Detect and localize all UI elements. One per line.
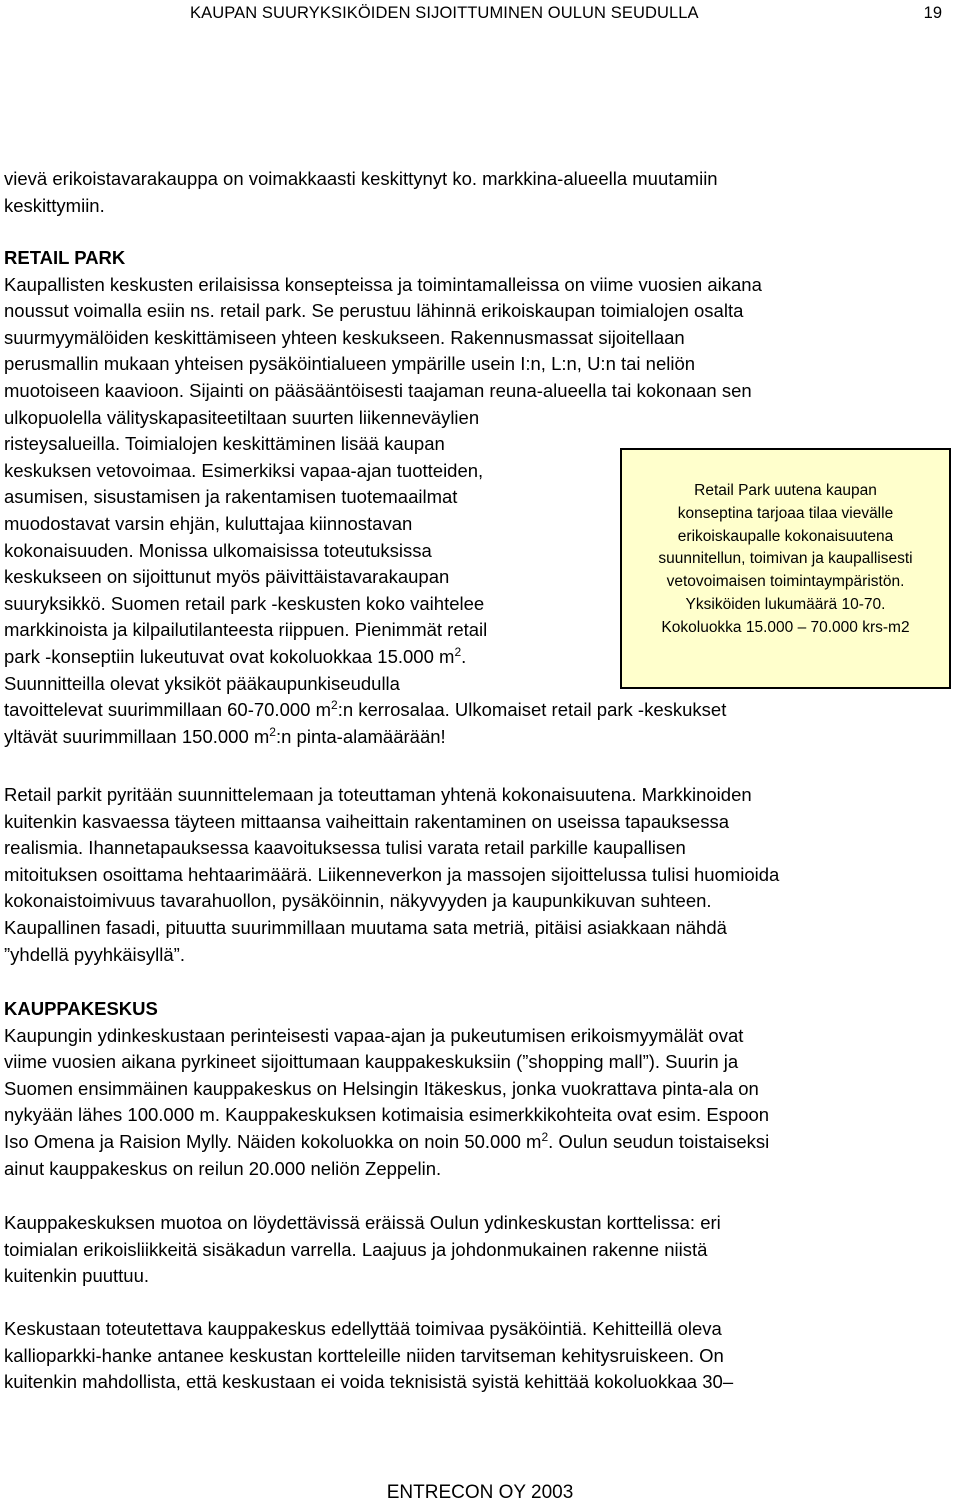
callout-line: Retail Park uutena kaupan (694, 482, 877, 499)
keskusta-parking-paragraph (4, 1316, 954, 1396)
text-line: Suunnitteilla olevat yksiköt pääkaupunkiseudulla (4, 672, 400, 694)
text-line: keskuksen vetovoimaa. Esimerkiksi vapaa-ajan tuotteiden, (4, 459, 484, 481)
text-line: realismia. Ihannetapauksessa kaavoituksessa tulisi varata retail parkille kaupallisen (4, 837, 686, 859)
text-segment: Iso Omena ja Raision Mylly. Näiden kokoluokka on noin 50.000 m (4, 1130, 542, 1152)
text-segment: :n pinta-alamäärään! (275, 725, 446, 747)
intro-paragraph (4, 166, 944, 219)
callout-line: vetovoimaisen toimintaympäristön. (666, 573, 905, 591)
callout-line: suunnitellun, toimivan ja kaupallisesti (658, 550, 913, 568)
text-line: Keskustaan toteutettava kauppakeskus edellyttää toimivaa pysäköintiä. Kehitteillä oleva (4, 1318, 722, 1339)
text-line: kokonaistoimivuus tavarahuollon, pysäköinnin, näkyvyyden ja kaupunkikuvan suhteen. (4, 890, 712, 912)
text-line: kuitenkin puuttuu. (4, 1265, 150, 1287)
text-line: kuitenkin mahdollista, että keskustaan ei voida teknisistä syistä kehittää kokoluokkaa 30– (4, 1371, 734, 1393)
kauppakeskus-oulu-paragraph (4, 1210, 954, 1290)
superscript: 2 (454, 644, 462, 659)
page-number: 19 (923, 4, 942, 22)
text-line: muodostavat varsin ehjän, kuluttajaa kiinnostavan (4, 512, 413, 534)
text-line: ulkopuolella välityskapasiteetiltaan suurten liikenneväylien (4, 406, 480, 428)
text-line (4, 724, 954, 751)
text-line: toimialan erikoisliikkeitä sisäkadun varrella. Laajuus ja johdonmukainen rakenne niistä (4, 1238, 708, 1260)
callout-line: Kokoluokka 15.000 – 70.000 krs-m2 (661, 618, 910, 636)
text-segment: :n kerrosalaa. Ulkomaiset retail park -keskukset (337, 699, 727, 721)
text-line: kokonaisuuden. Monissa ulkomaisissa toteutuksissa (4, 539, 432, 561)
text-segment: park -konseptiin lukeutuvat ovat kokoluokkaa 15.000 m (4, 645, 455, 667)
text-line: suurmyymälöiden keskittämiseen yhteen keskukseen. Rakennusmassat sijoitellaan (4, 326, 685, 348)
retail-park-planning-paragraph (4, 782, 954, 968)
text-line: Suomen ensimmäinen kauppakeskus on Helsingin Itäkeskus, jonka vuokrattava pinta-ala on (4, 1077, 759, 1099)
kauppakeskus-section (4, 996, 954, 1182)
text-line: Kaupallisten keskusten erilaisissa konsepteissa ja toimintamalleissa on viime vuosien aikana (4, 273, 762, 295)
text-line (4, 697, 954, 724)
text-line: nykyään lähes 100.000 m. Kauppakeskuksen kotimaisia esimerkkikohteita ovat esim. Espoon (4, 1104, 770, 1126)
text-line: Kaupallinen fasadi, pituutta suurimmillaan muutama sata metriä, pitäisi asiakkaan nähdä (4, 916, 727, 938)
text-line: perusmallin mukaan yhteisen pysäköintialueen ympärille usein I:n, L:n, U:n tai neliön (4, 353, 696, 375)
text-line: vievä erikoistavarakauppa on voimakkaasti keskittynyt ko. markkina-alueella muutamiin (4, 168, 718, 189)
text-line: suuryksikkö. Suomen retail park -keskusten koko vaihtelee (4, 592, 485, 614)
section-heading-kauppakeskus: KAUPPAKESKUS (4, 998, 158, 1019)
retail-park-callout-box (620, 448, 951, 689)
superscript: 2 (331, 698, 338, 713)
text-line: kallioparkki-hanke antanee keskustan kortteleille niiden tarvitseman kehitysruiskeen. On (4, 1344, 724, 1366)
text-line: viime vuosien aikana pyrkineet sijoittumaan kauppakeskuksiin (”shopping mall”). Suurin ja (4, 1051, 739, 1073)
text-segment: . (461, 645, 467, 667)
section-heading-retail-park: RETAIL PARK (4, 247, 126, 268)
page-footer: ENTRECON OY 2003 (386, 1482, 574, 1503)
text-line: Kaupungin ydinkeskustaan perinteisesti vapaa-ajan ja pukeutumisen erikoismyymälät ovat (4, 1024, 744, 1046)
text-line: mitoituksen osoittama hehtaarimäärä. Liikenneverkon ja massojen sijoittelussa tulisi huomioida (4, 863, 780, 885)
text-line: muotoiseen kaavioon. Sijainti on pääsääntöisesti taajaman reuna-alueella tai kokonaan sen (4, 379, 752, 401)
text-line: ”yhdellä pyyhkäisyllä”. (4, 943, 185, 965)
superscript: 2 (541, 1129, 549, 1144)
text-segment: tavoittelevat suurimmillaan 60-70.000 m (4, 699, 331, 721)
text-line: keskukseen on sijoittunut myös päivittäistavarakaupan (4, 566, 450, 588)
running-header: KAUPAN SUURYKSIKÖIDEN SIJOITTUMINEN OULUN SEUDULLA (190, 4, 699, 22)
text-line: noussut voimalla esiin ns. retail park. Se perustuu lähinnä erikoiskaupan toimialojen osalta (4, 300, 744, 322)
text-line: asumisen, sisustamisen ja rakentamisen tuotemaailmat (4, 486, 458, 508)
text-line: keskittymiin. (4, 194, 105, 216)
callout-line: erikoiskaupalle kokonaisuutena (677, 527, 894, 545)
text-line (4, 1129, 954, 1156)
text-line: Retail parkit pyritään suunnittelemaan ja toteuttaman yhtenä kokonaisuutena. Markkinoiden (4, 784, 752, 805)
callout-line: Yksiköiden lukumäärä 10-70. (685, 595, 886, 613)
text-line: ainut kauppakeskus on reilun 20.000 neliön Zeppelin. (4, 1157, 442, 1179)
superscript: 2 (269, 724, 276, 739)
text-line: markkinoista ja kilpailutilanteesta riippuen. Pienimmät retail (4, 619, 488, 641)
text-line: Kauppakeskuksen muotoa on löydettävissä eräissä Oulun ydinkeskustan korttelissa: eri (4, 1212, 721, 1233)
callout-line: konseptina tarjoaa tilaa vievälle (677, 504, 894, 522)
text-line: kuitenkin kasvaessa täyteen mittaansa vaiheittain rakentaminen on useissa tapauksessa (4, 810, 730, 832)
text-segment: yltävät suurimmillaan 150.000 m (4, 725, 270, 747)
text-segment: . Oulun seudun toistaiseksi (548, 1130, 770, 1152)
text-line: risteysalueilla. Toimialojen keskittäminen lisää kaupan (4, 433, 445, 455)
